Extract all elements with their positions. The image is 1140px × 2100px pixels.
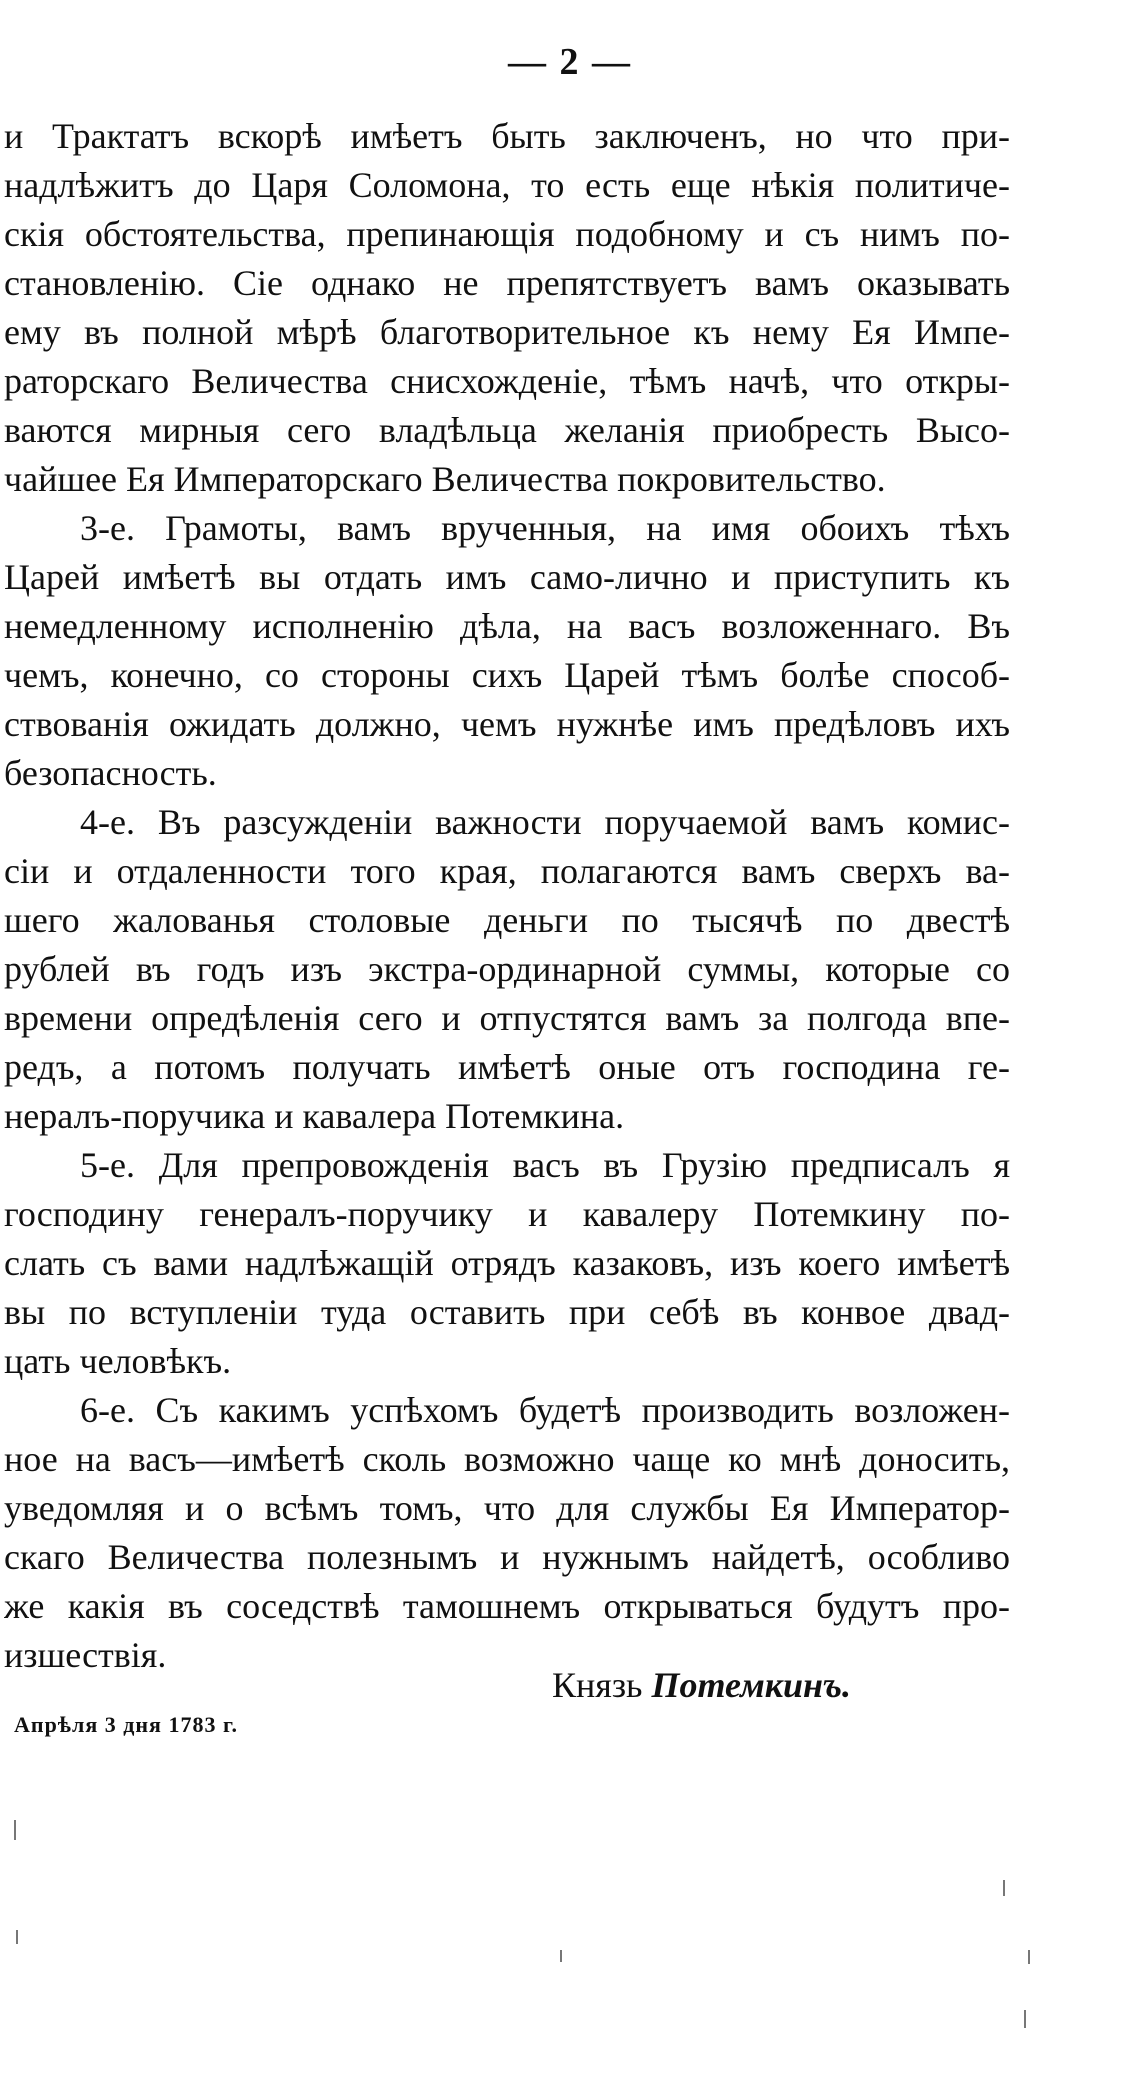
signature-name: Потемкинъ. [651,1665,851,1705]
text-line: сіи и отдаленности того края, полагаются вамъ сверхъ ва- [4,851,1010,891]
scan-speck [1003,1880,1005,1896]
text-line: становленію. Сіе однако не препятствуетъ вамъ оказывать [4,263,1010,303]
text-line: изшествія. [4,1635,167,1675]
scan-speck [14,1820,16,1840]
text-line: господину генералъ-поручику и кавалеру Потемкину по- [4,1194,1010,1234]
text-line: ствованія ожидать должно, чемъ нужнѣе имъ предѣловъ ихъ [4,704,1010,744]
text-line: шего жалованья столовые деньги по тысячѣ по двестѣ [4,900,1010,940]
text-line: чемъ, конечно, со стороны сихъ Царей тѣмъ болѣе способ- [4,655,1010,695]
text-line: редъ, а потомъ получать имѣетѣ оные отъ господина ге- [4,1047,1010,1087]
text-line: 3-е. Грамоты, вамъ врученныя, на имя обоихъ тѣхъ [80,508,1010,548]
text-line: времени опредѣленія сего и отпустятся вамъ за полгода впе- [4,998,1010,1038]
text-line: нералъ-поручика и кавалера Потемкина. [4,1096,625,1136]
scan-speck [1028,1950,1030,1964]
scan-speck [560,1950,562,1962]
text-line: ваются мирныя сего владѣльца желанія приобресть Высо- [4,410,1010,450]
text-line: 5-е. Для препровожденія васъ въ Грузію предписалъ я [80,1145,1010,1185]
text-line: немедленному исполненію дѣла, на васъ возложеннаго. Въ [4,606,1010,646]
text-line: 6-е. Съ какимъ успѣхомъ будетѣ производить возложен- [80,1390,1010,1430]
scan-speck [1024,2010,1026,2028]
text-line: надлѣжитъ до Царя Соломона, то есть еще нѣкія политиче- [4,165,1010,205]
text-line: Царей имѣетѣ вы отдать имъ само-лично и приступить къ [4,557,1010,597]
page-number: — 2 — [508,41,632,83]
text-line: рублей въ годъ изъ экстра-ординарной суммы, которые со [4,949,1010,989]
text-line: цать человѣкъ. [4,1341,232,1381]
text-line: скаго Величества полезнымъ и нужнымъ найдетѣ, особливо [4,1537,1010,1577]
text-line: вы по вступленіи туда оставить при себѣ въ конвое двад- [4,1292,1010,1332]
text-line: 4-е. Въ разсужденіи важности поручаемой вамъ комис- [80,802,1010,842]
text-line: же какія въ соседствѣ тамошнемъ открываться будутъ про- [4,1586,1010,1626]
text-line: слать съ вами надлѣжащій отрядъ казаковъ, изъ коего имѣетѣ [4,1243,1010,1283]
scan-speck [16,1930,18,1944]
text-line: и Трактатъ вскорѣ имѣетъ быть заключенъ, но что при- [4,116,1010,156]
text-line: скія обстоятельства, препинающія подобному и съ нимъ по- [4,214,1010,254]
text-line: уведомляя и о всѣмъ томъ, что для службы Ея Император- [4,1488,1010,1528]
signature [552,1664,851,1706]
text-line: чайшее Ея Императорскаго Величества покровительство. [4,459,886,499]
signature-title: Князь [552,1665,643,1705]
text-line: раторскаго Величества снисхожденіе, тѣмъ начѣ, что откры- [4,361,1010,401]
text-line: безопасность. [4,753,217,793]
document-date: Апрѣля 3 дня 1783 г. [14,1712,238,1737]
body-text [4,112,1010,1680]
text-line: ему въ полной мѣрѣ благотворительное къ нему Ея Импе- [4,312,1010,352]
text-line: ное на васъ—имѣетѣ сколь возможно чаще ко мнѣ доносить, [4,1439,1010,1479]
